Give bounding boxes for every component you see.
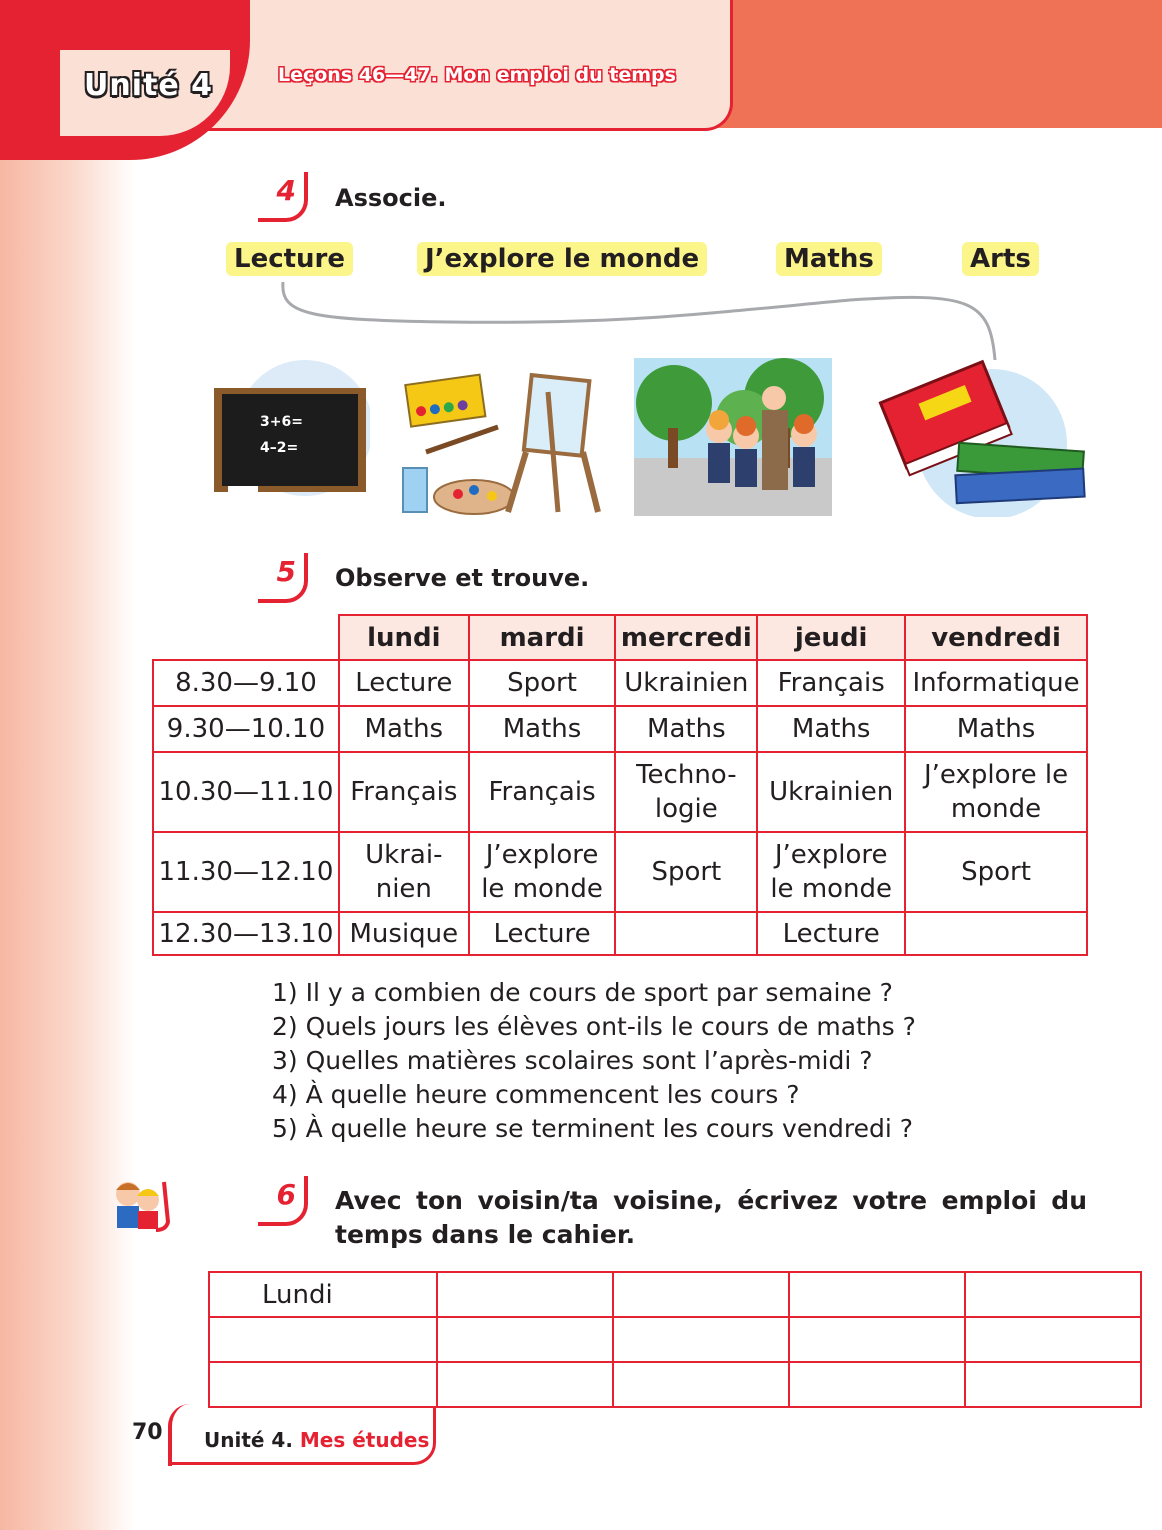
books-icon [868, 352, 1090, 517]
subject-cell: Ukrai- nien [339, 832, 469, 912]
subject-cell: Français [469, 752, 616, 832]
blank-schedule-table [208, 1271, 1142, 1408]
question-item: 5) À quelle heure se terminent les cours vendredi ? [272, 1114, 914, 1143]
table-row [209, 1272, 1141, 1317]
footer-unit [204, 1428, 429, 1452]
subject-cell: J’explore le monde [757, 832, 905, 912]
word-lecture: Lecture [226, 242, 353, 276]
day-header: vendredi [905, 615, 1087, 660]
exercise-5-number: 5 [258, 553, 308, 603]
table-row [153, 912, 1087, 955]
paint-easel-icon [398, 372, 613, 517]
question-list [272, 976, 916, 1146]
subject-cell: Lecture [339, 660, 469, 706]
chalkboard-line-2: 4–2= [260, 440, 299, 456]
blank-cell[interactable] [789, 1362, 965, 1407]
exercise-4-title: Associe. [335, 184, 447, 212]
schedule-header-row [153, 615, 1087, 660]
subject-cell [905, 912, 1087, 955]
day-header: mardi [469, 615, 616, 660]
time-slot: 9.30—10.10 [153, 706, 339, 752]
blank-cell[interactable] [965, 1317, 1141, 1362]
subject-cell: J’explore le monde [469, 832, 616, 912]
subject-cell: Maths [339, 706, 469, 752]
question-item: 2) Quels jours les élèves ont-ils le cours de maths ? [272, 1012, 916, 1041]
question-item: 1) Il y a combien de cours de sport par semaine ? [272, 978, 893, 1007]
table-row [153, 706, 1087, 752]
footer-unit-label: Unité 4. [204, 1428, 293, 1452]
subject-cell: Techno- logie [615, 752, 757, 832]
unit-label: Unité 4 [84, 68, 214, 103]
question-item: 4) À quelle heure commencent les cours ? [272, 1080, 800, 1109]
blank-cell[interactable] [789, 1272, 965, 1317]
blank-cell[interactable] [437, 1317, 613, 1362]
children-park-icon [634, 358, 832, 516]
subject-cell: Maths [905, 706, 1087, 752]
subject-cell: J’explore le monde [905, 752, 1087, 832]
table-row [153, 660, 1087, 706]
blank-cell-lundi[interactable]: Lundi [209, 1272, 437, 1317]
lesson-title: Leçons 46—47. Mon emploi du temps [278, 64, 676, 86]
chalkboard-line-1: 3+6= [260, 414, 303, 430]
word-arts: Arts [962, 242, 1039, 276]
subject-cell: Ukrainien [615, 660, 757, 706]
day-header: mercredi [615, 615, 757, 660]
blank-cell[interactable] [613, 1272, 789, 1317]
question-item: 3) Quelles matières scolaires sont l’après-midi ? [272, 1046, 873, 1075]
page-margin-strip [0, 120, 135, 1530]
footer-bracket-left [168, 1404, 192, 1466]
pair-work-icon [108, 1172, 172, 1232]
page-number: 70 [132, 1420, 163, 1445]
blank-cell[interactable] [437, 1272, 613, 1317]
subject-cell: Lecture [757, 912, 905, 955]
word-explore: J’explore le monde [417, 242, 707, 276]
day-header: jeudi [757, 615, 905, 660]
subject-cell [615, 912, 757, 955]
subject-cell: Maths [615, 706, 757, 752]
exercise-5-title: Observe et trouve. [335, 564, 590, 592]
subject-cell: Ukrainien [757, 752, 905, 832]
subject-cell: Musique [339, 912, 469, 955]
schedule-table [152, 614, 1088, 956]
subject-cell: Maths [469, 706, 616, 752]
time-slot: 11.30—12.10 [153, 832, 339, 912]
table-row [153, 832, 1087, 912]
exercise-6-number: 6 [258, 1176, 308, 1226]
subject-cell: Sport [469, 660, 616, 706]
blank-cell[interactable] [965, 1272, 1141, 1317]
blank-cell[interactable] [965, 1362, 1141, 1407]
time-slot: 8.30—9.10 [153, 660, 339, 706]
exercise-6-title: Avec ton voisin/ta voisine, écrivez votre emploi du temps dans le cahier. [335, 1186, 1087, 1249]
blank-cell[interactable] [209, 1317, 437, 1362]
blank-cell[interactable] [209, 1362, 437, 1407]
blank-cell[interactable] [613, 1317, 789, 1362]
subject-cell: Sport [615, 832, 757, 912]
table-row [153, 752, 1087, 832]
exercise-4-number: 4 [258, 172, 308, 222]
table-row [209, 1317, 1141, 1362]
subject-cell: Français [757, 660, 905, 706]
blank-cell[interactable] [437, 1362, 613, 1407]
time-slot: 12.30—13.10 [153, 912, 339, 955]
subject-cell: Lecture [469, 912, 616, 955]
word-maths: Maths [776, 242, 882, 276]
day-header: lundi [339, 615, 469, 660]
blank-cell[interactable] [613, 1362, 789, 1407]
header-band [700, 0, 1162, 128]
chalkboard-icon [210, 358, 370, 498]
time-slot: 10.30—11.10 [153, 752, 339, 832]
blank-cell[interactable] [789, 1317, 965, 1362]
subject-cell: Informatique [905, 660, 1087, 706]
table-row [209, 1362, 1141, 1407]
subject-cell: Maths [757, 706, 905, 752]
schedule-corner [153, 615, 339, 660]
subject-cell: Sport [905, 832, 1087, 912]
footer-section: Mes études [299, 1428, 430, 1452]
subject-cell: Français [339, 752, 469, 832]
